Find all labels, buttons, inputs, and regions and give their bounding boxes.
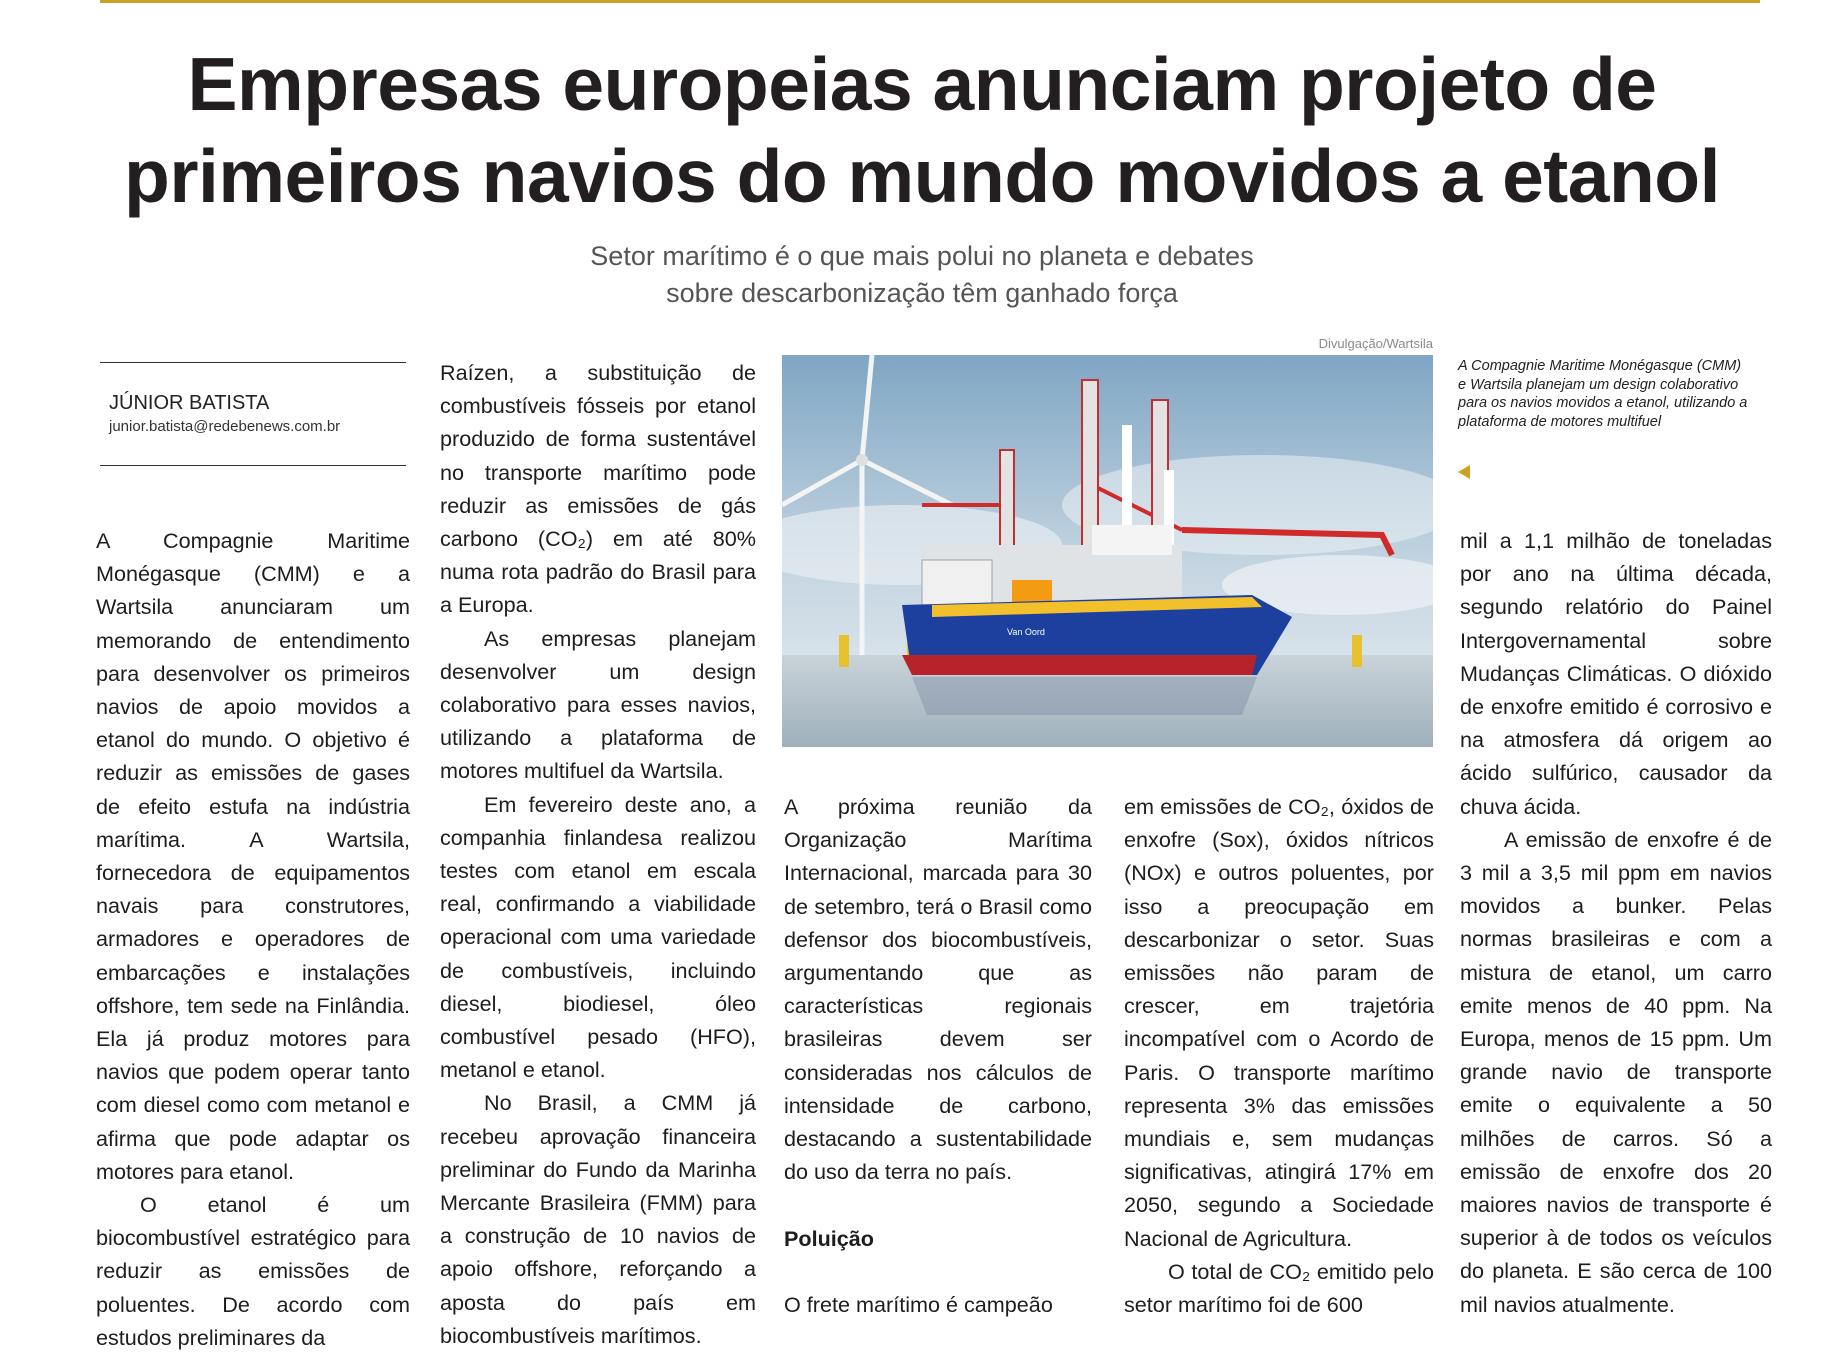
section-heading: Poluição [784,1225,874,1251]
byline-author: JÚNIOR BATISTA [109,392,270,414]
column-2 [440,356,756,1352]
paragraph: A emissão de enxofre é de 3 mil a 3,5 mil ppm em navios movidos a bunker. Pelas normas brasileiras e com a mistura de etanol, um carro emite menos de 40 ppm. Na Europa, menos de 15 ppm. Um grande navio de transporte emite o equivalente a 50 milhões de carros. Só a emissão de enxofre dos 20 maiores navios de transporte é superior à de todos os veículos do planeta. E são cerca de 100 mil navios atualmente. [1460,826,1772,1317]
photo-credit: Divulgação/Wartsila [1318,336,1433,351]
subheadline [422,238,1422,312]
headline-line-1: Empresas europeias anunciam projeto de [187,42,1657,126]
ship-name-text: Van Oord [1007,627,1045,637]
photo-caption: A Compagnie Maritime Monégasque (CMM) e Wartsila planejam um design colaborativo para os navios movidos a etanol, utilizando a plataforma de motores multifuel [1458,358,1748,430]
column-5 [1460,524,1772,1321]
paragraph: Em fevereiro deste ano, a companhia finlandesa realizou testes com etanol em escala real, confirmando a viabilidade operacional com uma variedade de combustíveis, incluindo diesel, biodiesel, óleo combustível pesado (HFO), metanol e etanol. [440,791,756,1083]
subheadline-line-2: sobre descarbonização têm ganhado força [666,278,1178,308]
caption-arrow-icon [1458,465,1470,479]
column-3 [784,790,1092,1321]
byline-rule-bottom [100,465,406,466]
ship-illustration [782,355,1433,747]
paragraph: O etanol é um biocombustível estratégico para reduzir as emissões de poluentes. De acordo com estudos preliminares da [96,1192,410,1350]
byline-email[interactable]: junior.batista@redebenews.com.br [109,418,341,435]
paragraph: A próxima reunião da Organização Marítima Internacional, marcada para 30 de setembro, terá o Brasil como defensor dos biocombustíveis, argumentando que as características regionais brasileiras devem ser consideradas nos cálculos de intensidade de carbono, destacando a sustentabilidade do uso da terra no país. [784,794,1092,1185]
byline-rule-top [100,362,406,363]
top-accent-rule [100,0,1760,3]
paragraph: No Brasil, a CMM já recebeu aprovação financeira preliminar do Fundo da Marinha Mercante Brasileira (FMM) para a construção de 10 navios de apoio offshore, reforçando a aposta do país em biocombustíveis marítimos. [440,1090,756,1348]
paragraph: Raízen, a substituição de combustíveis fósseis por etanol produzido de forma sustentável no transporte marítimo pode reduzir as emissões de gás carbono (CO₂) em até 80% numa rota padrão do Brasil para a Europa. [440,360,756,618]
subheadline-line-1: Setor marítimo é o que mais polui no planeta e debates [590,241,1254,271]
paragraph: O total de CO₂ emitido pelo setor marítimo foi de 600 [1124,1258,1434,1318]
paragraph: A Compagnie Maritime Monégasque (CMM) e a Wartsila anunciaram um memorando de entendimento para desenvolver os primeiros navios de apoio movidos a etanol do mundo. O objetivo é reduzir as emissões de gases de efeito estufa na indústria marítima. A Wartsila, fornecedora de equipamentos navais para construtores, armadores e operadores de embarcações e instalações offshore, tem sede na Finlândia. Ela já produz motores para navios que podem operar tanto com diesel como com metanol e afirma que pode adaptar os motores para etanol. [96,528,410,1184]
paragraph: O frete marítimo é campeão [784,1292,1053,1318]
paragraph: em emissões de CO₂, óxidos de enxofre (Sox), óxidos nítricos (NOx) e outros poluentes, por isso a preocupação em descarbonizar o setor. Suas emissões não param de crescer, em trajetória incompatível com o Acordo de Paris. O transporte marítimo representa 3% das emissões mundiais e, sem mudanças significativas, atingirá 17% em 2050, segundo a Sociedade Nacional de Agricultura. [1124,794,1434,1251]
ship-photo [782,355,1433,747]
headline-line-2: primeiros navios do mundo movidos a etanol [124,134,1720,218]
column-1 [96,524,410,1354]
headline [40,38,1804,222]
paragraph: As empresas planejam desenvolver um design colaborativo para esses navios, utilizando a plataforma de motores multifuel da Wartsila. [440,625,756,784]
column-4 [1124,790,1434,1321]
paragraph: mil a 1,1 milhão de toneladas por ano na última década, segundo relatório do Painel Intergovernamental sobre Mudanças Climáticas. O dióxido de enxofre emitido é corrosivo e na atmosfera dá origem ao ácido sulfúrico, causador da chuva ácida. [1460,528,1772,819]
